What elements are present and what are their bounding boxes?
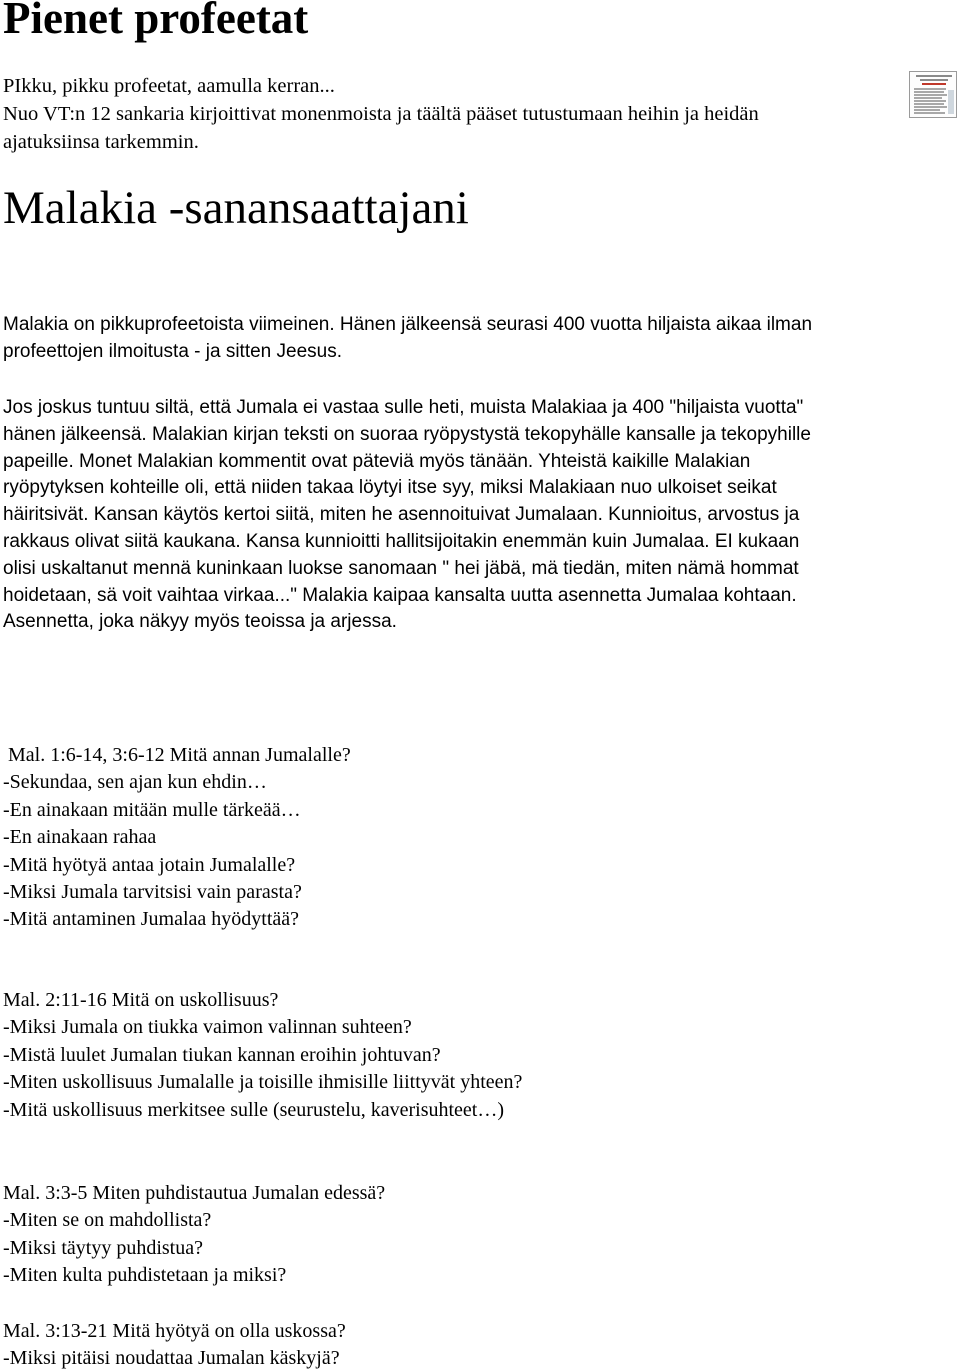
thumbnail-text-line — [914, 112, 945, 114]
paragraph-line: rakkaus olivat siitä kaukana. Kansa kunnioitti hallitsijoitakin enemmän kuin Jumalaa. EI kukaan — [3, 530, 800, 552]
thumbnail-text-line — [914, 91, 944, 93]
paragraph-1 — [3, 312, 943, 366]
question-heading: Mal. 2:11-16 Mitä on uskollisuus? — [3, 989, 279, 1011]
question-block-2 — [3, 987, 522, 1124]
thumbnail-text-line — [914, 100, 946, 102]
paragraph-line: Malakia on pikkuprofeetoista viimeinen. Hänen jälkeensä seurasi 400 vuotta hiljaista aikaa ilman — [3, 314, 813, 335]
question-item: -Mitä uskollisuus merkitsee sulle (seurustelu, kaverisuhteet…) — [3, 1098, 505, 1121]
question-block-3 — [3, 1180, 385, 1290]
page-title: Pienet profeetat — [3, 0, 309, 43]
thumbnail-text-line — [914, 106, 947, 108]
thumbnail-text-line — [914, 88, 946, 90]
question-item: -Sekundaa, sen ajan kun ehdin… — [3, 771, 267, 794]
question-block-1 — [3, 742, 351, 934]
intro-line: PIkku, pikku profeetat, aamulla kerran... — [3, 75, 335, 97]
paragraph-2 — [3, 395, 943, 636]
question-item: -Miksi Jumala on tiukka vaimon valinnan suhteen? — [3, 1016, 412, 1039]
thumbnail-sidebar — [948, 90, 954, 114]
question-item: -En ainakaan rahaa — [3, 826, 157, 849]
question-item: -Miksi täytyy puhdistua? — [3, 1236, 203, 1259]
question-item: -Mistä luulet Jumalan tiukan kannan eroihin johtuvan? — [3, 1043, 441, 1066]
paragraph-line: häiritsivät. Kansan käytös kertoi siitä, miten he asennoituivat Jumalaan. Kunnioitus, arvostus ja — [3, 504, 800, 526]
question-heading: Mal. 3:3-5 Miten puhdistautua Jumalan edessä? — [3, 1182, 386, 1204]
question-item: -En ainakaan mitään mulle tärkeää… — [3, 798, 301, 821]
paragraph-line: ryöpytyksen kohteille oli, että niiden takaa löytyi itse syy, miksi Malakiaan nuo ulkoiset seikat — [3, 477, 777, 499]
thumbnail-text-line — [914, 94, 947, 96]
question-item: -Mitä antaminen Jumalaa hyödyttää? — [3, 908, 300, 931]
intro-line: Nuo VT:n 12 sankaria kirjoittivat monenmoista ja täältä pääset tutustumaan heihin ja heidän — [3, 103, 759, 125]
paragraph-line: Jos joskus tuntuu siltä, että Jumala ei vastaa sulle heti, muista Malakiaa ja 400 "hiljaista vuotta" — [3, 397, 804, 418]
question-item: -Miten se on mahdollista? — [3, 1209, 212, 1232]
paragraph-line: Asennetta, joka näkyy myös teoissa ja arjessa. — [3, 611, 397, 633]
intro-text — [3, 72, 903, 156]
question-item: -Miksi Jumala tarvitsisi vain parasta? — [3, 881, 302, 904]
question-item: -Miten uskollisuus Jumalalle ja toisille ihmisille liittyvät yhteen? — [3, 1071, 523, 1094]
question-heading: Mal. 3:13-21 Mitä hyötyä on olla uskossa? — [3, 1320, 346, 1342]
question-heading: Mal. 1:6-14, 3:6-12 Mitä annan Jumalalle? — [3, 744, 351, 766]
section-title: Malakia -sanansaattajani — [3, 182, 469, 234]
paragraph-line: profeettojen ilmoitusta - ja sitten Jeesus. — [3, 340, 343, 362]
paragraph-line: papeille. Monet Malakian kommentit ovat päteviä myös tänään. Yhteistä kaikille Malakian — [3, 450, 751, 472]
paragraph-line: hoidetaan, sä voit vaihtaa virkaa..." Malakia kaipaa kansalta uutta asennetta Jumalaa kohtaan. — [3, 584, 797, 606]
intro-line: ajatuksiinsa tarkemmin. — [3, 131, 199, 153]
paragraph-line: olisi uskaltanut mennä kuninkaan luokse sanomaan " hei jäbä, mä tiedän, miten nämä hommat — [3, 557, 799, 579]
thumbnail-header-line — [920, 79, 948, 81]
question-block-4 — [3, 1318, 346, 1371]
paragraph-line: hänen jälkeensä. Malakian kirjan teksti on suoraa ryöpystystä tekopyhälle kansalle ja tekopyhille — [3, 423, 811, 445]
document-thumbnail[interactable] — [909, 71, 957, 118]
question-item: -Miksi pitäisi noudattaa Jumalan käskyjä? — [3, 1347, 340, 1370]
thumbnail-text-line — [914, 103, 944, 105]
question-item: -Miten kulta puhdistetaan ja miksi? — [3, 1264, 287, 1287]
thumbnail-title-line — [922, 83, 946, 85]
question-item: -Mitä hyötyä antaa jotain Jumalalle? — [3, 853, 296, 876]
thumbnail-text-line — [914, 97, 942, 99]
thumbnail-text-line — [914, 109, 940, 111]
thumbnail-header-line — [916, 75, 952, 77]
